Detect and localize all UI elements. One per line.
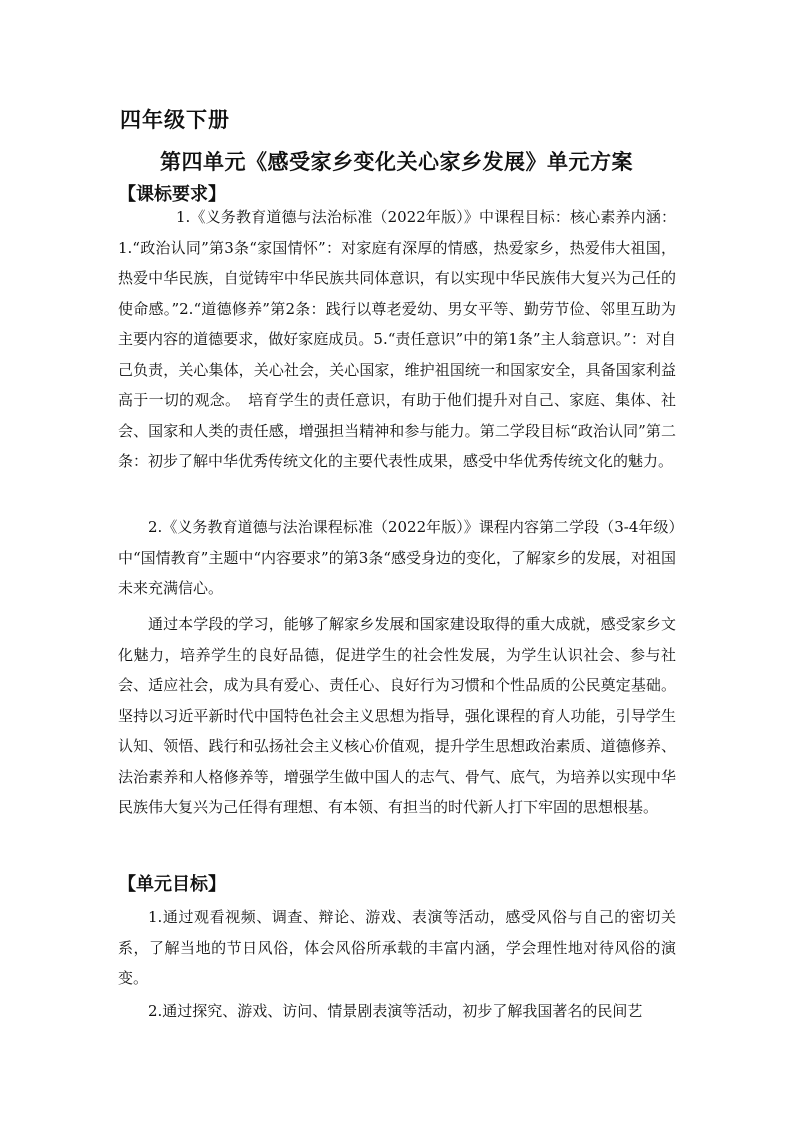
unit-goals-paragraph-2: 2.通过探究、游戏、访问、情景剧表演等活动，初步了解我国著名的民间艺	[148, 1002, 643, 1020]
curriculum-heading: 【课标要求】	[118, 184, 226, 205]
curriculum-paragraph-2: 2.《义务教育道德与法治课程标准（2022年版）》课程内容第二学段（3-4年级）中“国情教育”主题中“内容要求”的第3条“感受身边的变化，了解家乡的发展，对祖国未来充满信心。	[118, 518, 676, 597]
curriculum-paragraph-1: 1.《义务教育道德与法治标准（2022年版）》中课程目标：核心素养内涵：1.“政治认同”第3条“家国情怀”：对家庭有深厚的情感，热爱家乡，热爱伟大祖国，热爱中华民族，自觉铸牢中华民族共同体意识，有以实现中华民族伟大复兴为己任的使命感。”2.“道德修养”第2条：践行以尊老爱幼、男女平等、勤劳节俭、邻里互助为主要内容的道德要求，做好家庭成员。5.“责任意识”中的第1条”主人翁意识。”：对自己负责，关心集体，关心社会，关心国家，维护祖国统一和国家安全，具备国家利益高于一切的观念。 培育学生的责任意识，有助于他们提升对自己、家庭、集体、社会、国家和人类的责任感，增强担当精神和参与能力。第二学段目标“政治认同”第二条：初步了解中华优秀传统文化的主要代表性成果，感受中华优秀传统文化的魅力。	[118, 208, 676, 470]
unit-goals-paragraph-1: 1.通过观看视频、调查、辩论、游戏、表演等活动，感受风俗与自己的密切关系，了解当地的节日风俗，体会风俗所承载的丰富内涵，学会理性地对待风俗的演变。	[118, 908, 676, 987]
curriculum-paragraph-3: 通过本学段的学习，能够了解家乡发展和国家建设取得的重大成就，感受家乡文化魅力，培养学生的良好品德，促进学生的社会性发展，为学生认识社会、参与社会、适应社会，成为具有爱心、责任心、良好行为习惯和个性品质的公民奠定基础。坚持以习近平新时代中国特色社会主义思想为指导，强化课程的育人功能，引导学生认知、领悟、践行和弘扬社会主义核心价值观，提升学生思想政治素质、道德修养、法治素养和人格修养等，增强学生做中国人的志气、骨气、底气，为培养以实现中华民族伟大复兴为己任得有理想、有本领、有担当的时代新人打下牢固的思想根基。	[118, 615, 676, 816]
grade-label: 四年级下册	[120, 108, 230, 132]
document-title: 第四单元《感受家乡变化关心家乡发展》单元方案	[160, 149, 633, 174]
unit-goals-heading: 【单元目标】	[118, 874, 226, 895]
